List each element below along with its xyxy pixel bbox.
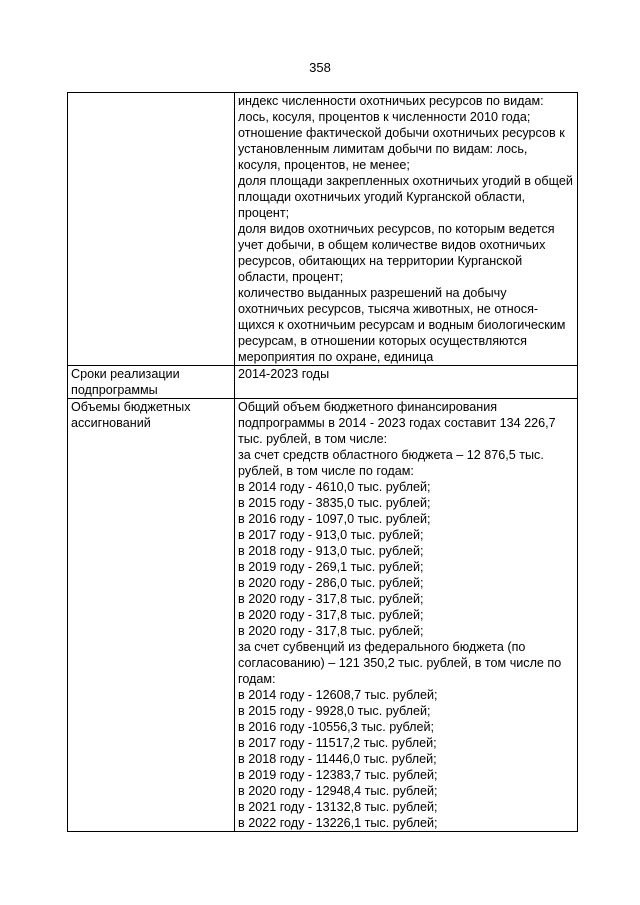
- row-content-line: 2014-2023 годы: [238, 367, 330, 381]
- row-content-line: в 2017 году - 913,0 тыс. рублей;: [238, 528, 424, 542]
- row-content-line: количество выданных разрешений на добычу: [238, 286, 507, 300]
- row-content-line: в 2019 году - 12383,7 тыс. рублей;: [238, 768, 438, 782]
- row-content-line: согласованию) – 121 350,2 тыс. рублей, в том числе по: [238, 656, 562, 670]
- row-content-line: в 2018 году - 11446,0 тыс. рублей;: [238, 752, 437, 766]
- row-content-line: в 2014 году - 4610,0 тыс. рублей;: [238, 480, 431, 494]
- row-label-cell: [68, 399, 235, 832]
- row-label-line: Объемы бюджетных: [71, 400, 191, 414]
- row-content-line: установленным лимитам добычи по видам: лось,: [238, 142, 528, 156]
- row-content-line: в 2020 году - 12948,4 тыс. рублей;: [238, 784, 438, 798]
- row-content-line: области, процент;: [238, 270, 344, 284]
- row-content-line: в 2022 году - 13226,1 тыс. рублей;: [238, 816, 438, 830]
- row-label-cell: [68, 366, 235, 399]
- row-content-line: ресурсам, в отношении которых осуществляются: [238, 334, 527, 348]
- row-content-line: косуля, процентов, не менее;: [238, 158, 410, 172]
- row-content-line: ресурсов, обитающих на территории Курганской: [238, 254, 523, 268]
- row-label-line: подпрограммы: [71, 383, 158, 397]
- row-label-line: ассигнований: [71, 416, 151, 430]
- row-content-line: охотничьих ресурсов, тысяча животных, не относя-: [238, 302, 539, 316]
- row-content-line: в 2014 году - 12608,7 тыс. рублей;: [238, 688, 438, 702]
- row-content-line: в 2016 году - 1097,0 тыс. рублей;: [238, 512, 431, 526]
- row-content-line: площади охотничьих угодий Курганской области,: [238, 190, 526, 204]
- table-row: [68, 366, 578, 399]
- row-content-line: доля площади закрепленных охотничьих угодий в общей: [238, 174, 573, 188]
- row-content-line: в 2015 году - 9928,0 тыс. рублей;: [238, 704, 431, 718]
- row-content-line: за счет субвенций из федерального бюджета (по: [238, 640, 526, 654]
- row-content-line: учет добычи, в общем количестве видов охотничьих: [238, 238, 546, 252]
- table-row: [68, 399, 578, 832]
- table-row: [68, 93, 578, 366]
- row-content-line: доля видов охотничьих ресурсов, по которым ведется: [238, 222, 555, 236]
- page-number: 358: [309, 60, 331, 75]
- row-content-cell: [235, 399, 578, 832]
- row-content-line: в 2017 году - 11517,2 тыс. рублей;: [238, 736, 437, 750]
- row-content-line: за счет средств областного бюджета – 12 876,5 тыс.: [238, 448, 544, 462]
- row-content-line: подпрограммы в 2014 - 2023 годах составит 134 226,7: [238, 416, 556, 430]
- row-content-cell: [235, 93, 578, 366]
- passport-table: [67, 92, 578, 832]
- row-content-cell: [235, 366, 578, 399]
- row-content-line: в 2020 году - 317,8 тыс. рублей;: [238, 624, 424, 638]
- row-content-line: индекс численности охотничьих ресурсов по видам:: [238, 94, 544, 108]
- row-content-line: в 2015 году - 3835,0 тыс. рублей;: [238, 496, 431, 510]
- row-content-line: щихся к охотничьим ресурсам и водным биологическим: [238, 318, 566, 332]
- row-content-line: в 2021 году - 13132,8 тыс. рублей;: [238, 800, 438, 814]
- row-content-line: в 2020 году - 317,8 тыс. рублей;: [238, 608, 424, 622]
- row-content-line: мероприятия по охране, единица: [238, 350, 434, 364]
- row-content-line: годам:: [238, 672, 276, 686]
- row-label-line: Сроки реализации: [71, 367, 180, 381]
- row-content-line: в 2020 году - 317,8 тыс. рублей;: [238, 592, 424, 606]
- row-content-line: процент;: [238, 206, 290, 220]
- row-content-line: в 2019 году - 269,1 тыс. рублей;: [238, 560, 424, 574]
- row-content-line: Общий объем бюджетного финансирования: [238, 400, 498, 414]
- row-content-line: в 2016 году -10556,3 тыс. рублей;: [238, 720, 435, 734]
- row-content-line: в 2018 году - 913,0 тыс. рублей;: [238, 544, 424, 558]
- row-content-line: лось, косуля, процентов к численности 2010 года;: [238, 110, 531, 124]
- row-label-cell: [68, 93, 235, 366]
- row-content-line: рублей, в том числе по годам:: [238, 464, 414, 478]
- row-content-line: в 2020 году - 286,0 тыс. рублей;: [238, 576, 424, 590]
- row-content-line: отношение фактической добычи охотничьих ресурсов к: [238, 126, 565, 140]
- row-content-line: тыс. рублей, в том числе:: [238, 432, 388, 446]
